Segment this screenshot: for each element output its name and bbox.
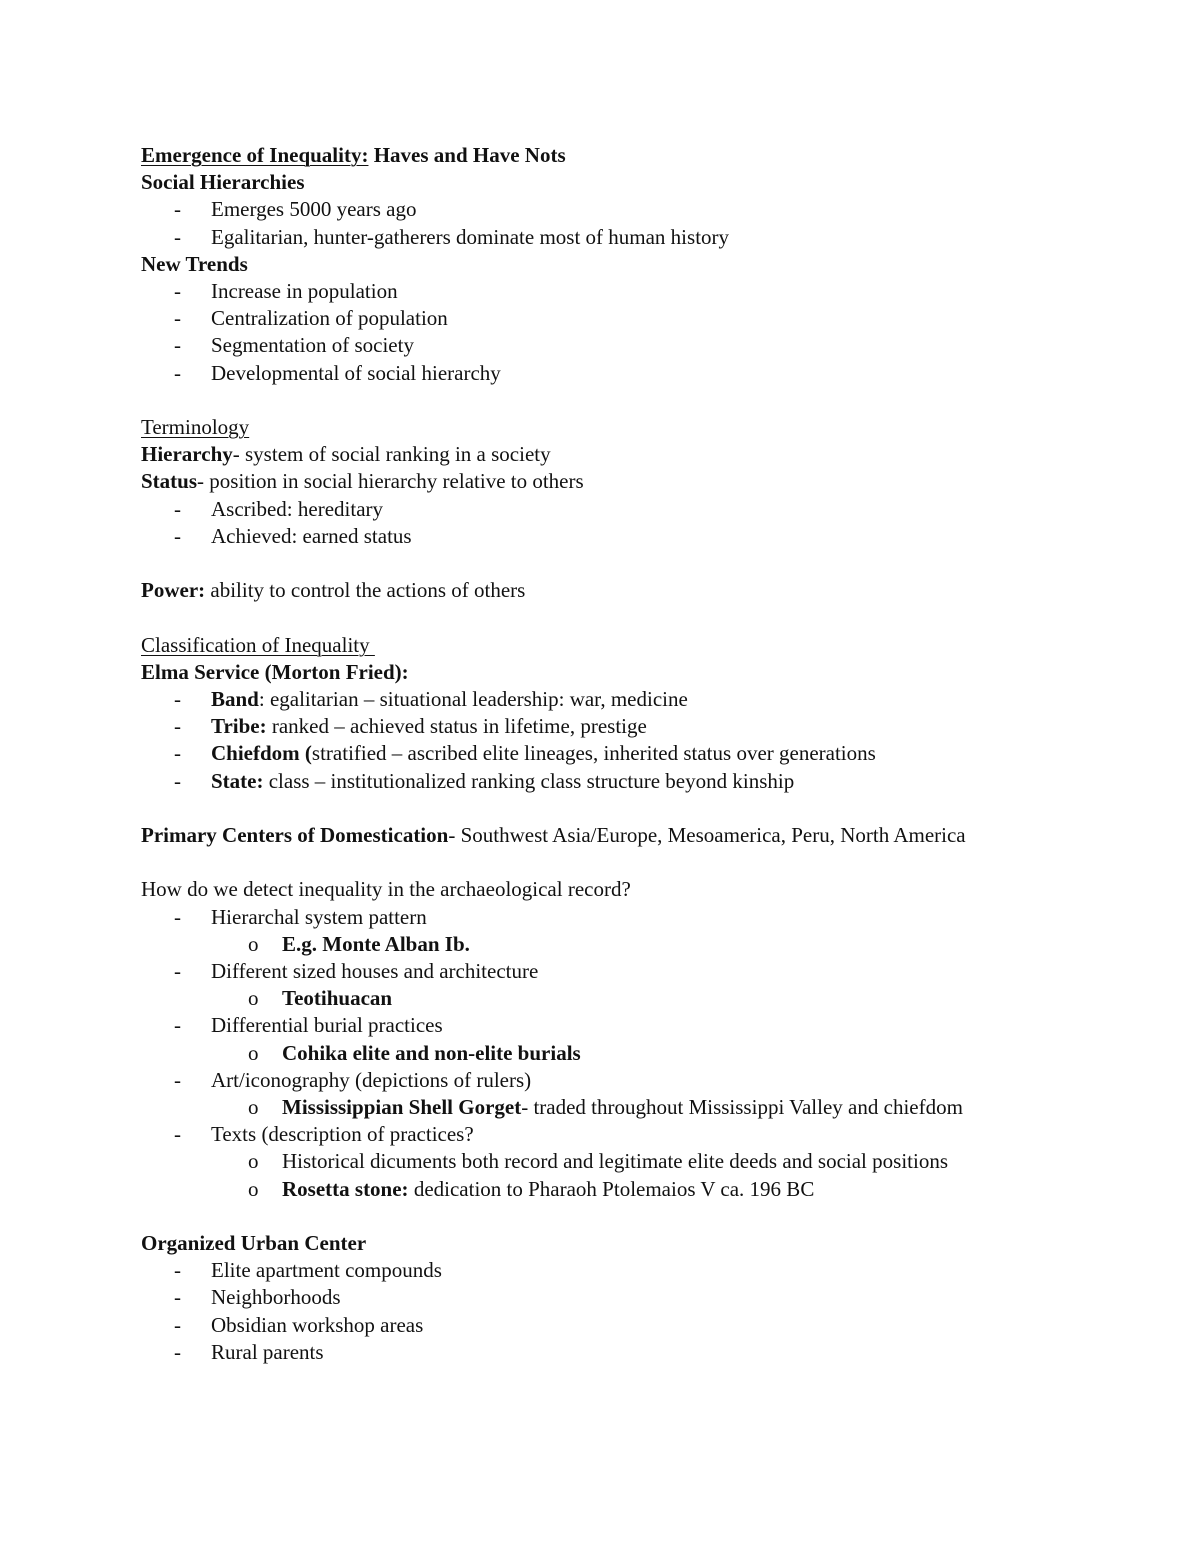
list-item: - Differential burial practices [141,1012,1101,1039]
dash-bullet-icon: - [174,959,181,984]
dash-bullet-icon: - [174,1013,181,1038]
dash-bullet-icon: - [174,1067,181,1092]
list-item: - Egalitarian, hunter-gatherers dominate most of human history [141,224,1101,251]
dash-bullet-icon: - [174,768,181,793]
blank-line [141,795,1101,822]
circle-bullet-icon: o [248,1149,259,1174]
dash-bullet-icon: - [174,1258,181,1283]
dash-bullet-icon: - [174,1312,181,1337]
list-item: - Hierarchal system pattern [141,904,1101,931]
section-heading-urban-center: Organized Urban Center [141,1231,367,1256]
dash-bullet-icon: - [174,360,181,385]
dash-bullet-icon: - [174,1122,181,1147]
dash-bullet-icon: - [174,1339,181,1364]
document-title [141,142,1101,169]
dash-bullet-icon: - [174,1285,181,1310]
dash-bullet-icon: - [174,714,181,739]
dash-bullet-icon: - [174,197,181,222]
list-item: - Elite apartment compounds [141,1257,1101,1284]
list-item: - Texts (description of practices? [141,1121,1101,1148]
list-item: - Different sized houses and architecture [141,958,1101,985]
circle-bullet-icon: o [248,1176,259,1201]
dash-bullet-icon: - [174,523,181,548]
definition-status: Status- position in social hierarchy relative to others [141,469,584,494]
dash-bullet-icon: - [174,333,181,358]
classification-subheading: Elma Service (Morton Fried): [141,659,409,684]
circle-bullet-icon: o [248,931,259,956]
sub-list-item: o Cohika elite and non-elite burials [141,1040,1101,1067]
section-heading-social-hierarchies: Social Hierarchies [141,170,305,195]
blank-line [141,387,1101,414]
dash-bullet-icon: - [174,741,181,766]
circle-bullet-icon: o [248,1095,259,1120]
list-item: - Rural parents [141,1339,1101,1366]
list-item: - Obsidian workshop areas [141,1312,1101,1339]
list-item: - Tribe: ranked – achieved status in lifetime, prestige [141,713,1101,740]
list-item: - Segmentation of society [141,332,1101,359]
section-heading-terminology: Terminology [141,415,250,440]
detect-question: How do we detect inequality in the archaeological record? [141,877,631,902]
definition-power: Power: ability to control the actions of others [141,578,526,603]
blank-line [141,849,1101,876]
title-underlined: Emergence of Inequality: [141,143,369,167]
list-item: - Chiefdom (stratified – ascribed elite lineages, inherited status over generations [141,740,1101,767]
title-rest: Haves and Have Nots [368,143,566,167]
list-item: - Ascribed: hereditary [141,496,1101,523]
dash-bullet-icon: - [174,904,181,929]
list-item: - Developmental of social hierarchy [141,360,1101,387]
blank-line [141,550,1101,577]
definition-hierarchy: Hierarchy- system of social ranking in a society [141,442,551,467]
sub-list-item: o Mississippian Shell Gorget- traded throughout Mississippi Valley and chiefdom [141,1094,1101,1121]
sub-list-item: o E.g. Monte Alban Ib. [141,931,1101,958]
list-item: - Centralization of population [141,305,1101,332]
list-item: - State: class – institutionalized ranking class structure beyond kinship [141,768,1101,795]
dash-bullet-icon: - [174,306,181,331]
sub-list-item: o Rosetta stone: dedication to Pharaoh Ptolemaios V ca. 196 BC [141,1176,1101,1203]
circle-bullet-icon: o [248,1040,259,1065]
list-item: - Band: egalitarian – situational leadership: war, medicine [141,686,1101,713]
list-item: - Achieved: earned status [141,523,1101,550]
dash-bullet-icon: - [174,279,181,304]
document-page [141,142,1101,1366]
sub-list-item: o Historical dicuments both record and legitimate elite deeds and social positions [141,1148,1101,1175]
blank-line [141,1203,1101,1230]
dash-bullet-icon: - [174,496,181,521]
section-heading-new-trends: New Trends [141,251,248,276]
dash-bullet-icon: - [174,687,181,712]
blank-line [141,604,1101,631]
dash-bullet-icon: - [174,224,181,249]
primary-centers-paragraph: Primary Centers of Domestication- Southwest Asia/Europe, Mesoamerica, Peru, North America [141,823,966,848]
list-item: - Increase in population [141,278,1101,305]
circle-bullet-icon: o [248,986,259,1011]
list-item: - Neighborhoods [141,1284,1101,1311]
sub-list-item: o Teotihuacan [141,985,1101,1012]
section-heading-classification: Classification of Inequality [141,632,375,657]
list-item: - Emerges 5000 years ago [141,196,1101,223]
list-item: - Art/iconography (depictions of rulers) [141,1067,1101,1094]
